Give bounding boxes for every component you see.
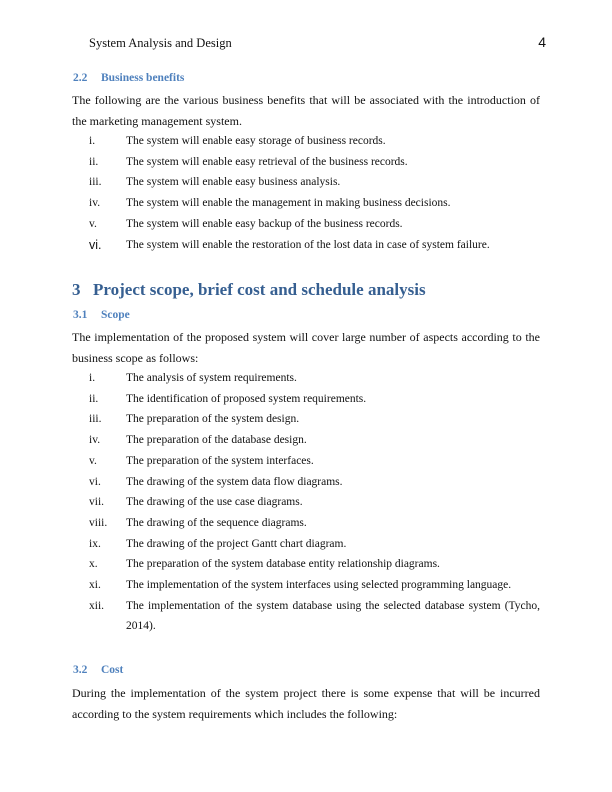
list-marker: vii.	[89, 496, 105, 509]
heading-3-1-number: 3.1	[73, 309, 88, 321]
heading-3-2	[73, 664, 123, 676]
list-marker: iv.	[89, 434, 101, 447]
list-marker: vi.	[89, 237, 102, 252]
list-item: iv. The system will enable the management in making business decisions.	[89, 193, 540, 214]
scope-intro: The implementation of the proposed system will cover large number of aspects according to the business scope as follows:	[72, 330, 540, 365]
heading-2-2-number: 2.2	[73, 72, 88, 84]
list-item: xi. The implementation of the system interfaces using selected programming language.	[89, 575, 540, 596]
list-item: ix. The drawing of the project Gantt chart diagram.	[89, 534, 540, 555]
heading-3-title: Project scope, brief cost and schedule analysis	[93, 280, 426, 299]
list-item: iv. The preparation of the database design.	[89, 430, 540, 451]
list-marker: ii.	[89, 392, 99, 405]
list-marker: xi.	[89, 579, 101, 592]
list-item: v. The system will enable easy backup of the business records.	[89, 214, 540, 235]
list-item: i. The system will enable easy storage of business records.	[89, 131, 540, 152]
page-number: 4	[538, 34, 546, 50]
running-header-title: System Analysis and Design	[89, 36, 232, 50]
list-item: ii. The system will enable easy retrieval of the business records.	[89, 152, 540, 173]
list-item: iii. The preparation of the system design.	[89, 409, 540, 430]
heading-2-2-title: Business benefits	[101, 72, 185, 84]
heading-3-number: 3	[72, 280, 81, 299]
heading-3	[72, 280, 426, 300]
list-item: vi. The system will enable the restoration of the lost data in case of system failure.	[89, 235, 540, 256]
scope-list	[89, 368, 540, 637]
list-item: v. The preparation of the system interfaces.	[89, 451, 540, 472]
list-marker: vi.	[89, 475, 101, 488]
heading-3-1	[73, 309, 130, 321]
list-marker: iii.	[89, 413, 102, 426]
list-marker: i.	[89, 135, 96, 147]
heading-3-1-title: Scope	[101, 309, 130, 321]
list-marker: ii.	[89, 155, 99, 168]
list-marker: iii.	[89, 176, 102, 189]
cost-intro: During the implementation of the system project there is some expense that will be incurred according to the system requirements which includes the following:	[72, 686, 540, 721]
list-marker: i.	[89, 372, 96, 384]
list-marker: v.	[89, 217, 97, 230]
heading-3-2-number: 3.2	[73, 664, 88, 676]
list-item: vii. The drawing of the use case diagrams.	[89, 492, 540, 513]
list-marker: v.	[89, 454, 97, 467]
list-marker: xii.	[89, 599, 105, 612]
business-benefits-list	[89, 131, 540, 255]
list-item: ii. The identification of proposed system requirements.	[89, 389, 540, 410]
list-marker: x.	[89, 558, 98, 571]
list-marker: ix.	[89, 537, 101, 550]
list-item: iii. The system will enable easy business analysis.	[89, 172, 540, 193]
list-item: xii. The implementation of the system database using the selected database system (Tycho, 2014).	[89, 596, 540, 637]
heading-2-2	[73, 72, 184, 84]
list-item: i. The analysis of system requirements.	[89, 368, 540, 389]
heading-3-2-title: Cost	[101, 664, 124, 676]
business-benefits-intro: The following are the various business benefits that will be associated with the introduction of the marketing management system.	[72, 93, 540, 128]
list-item: x. The preparation of the system database entity relationship diagrams.	[89, 554, 540, 575]
list-marker: iv.	[89, 197, 101, 210]
list-marker: viii.	[89, 516, 108, 529]
list-item: vi. The drawing of the system data flow diagrams.	[89, 472, 540, 493]
list-item: viii. The drawing of the sequence diagrams.	[89, 513, 540, 534]
